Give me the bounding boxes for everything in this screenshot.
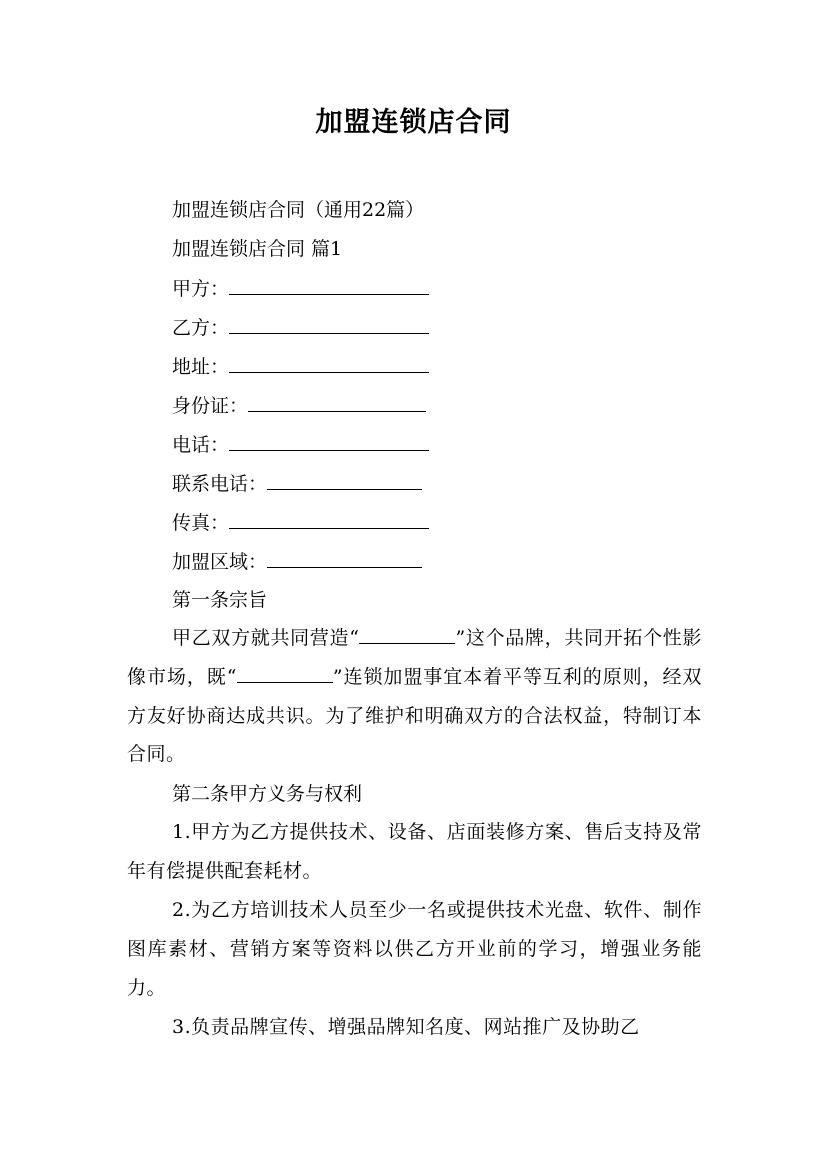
blank-line [229, 430, 429, 451]
field-label: 联系电话： [172, 473, 268, 495]
article1-heading: 第一条宗旨 [172, 589, 268, 611]
field-address [172, 352, 429, 381]
field-label: 加盟区域： [172, 551, 268, 573]
field-party-a [172, 274, 429, 303]
article1-text-part1: 甲乙双方就共同营造“ [172, 627, 360, 649]
article2-item: 1.甲方为乙方提供技术、设备、店面装修方案、售后支持及常年有偿提供配套耗材。 [127, 821, 702, 882]
field-id-card [172, 391, 426, 420]
brand-blank-line [359, 625, 455, 644]
section-heading: 加盟连锁店合同 篇1 [172, 238, 343, 260]
field-region [172, 547, 422, 576]
field-label: 传真： [172, 512, 230, 534]
document-subtitle: 加盟连锁店合同（通用22篇） [172, 199, 425, 221]
field-phone [172, 430, 429, 459]
blank-line [229, 274, 429, 295]
field-contact-phone [172, 469, 422, 498]
blank-line [229, 508, 429, 529]
field-label: 地址： [172, 356, 230, 378]
field-fax [172, 508, 429, 537]
article2-heading: 第二条甲方义务与权利 [172, 783, 363, 805]
field-label: 乙方： [172, 317, 230, 339]
article1-text-part3: ”连锁加盟事宜本着平等互利的原则，经双方友好协商达成共识。为了维护和明确双方的合法权益，特制订本合同。 [127, 665, 702, 766]
brand-blank-line [237, 664, 333, 683]
blank-line [267, 547, 422, 568]
blank-line [248, 391, 426, 412]
article1-text-part2: ”这个品牌，共同开拓个性影像市场，既“ [127, 627, 703, 688]
article1-paragraph [127, 619, 702, 774]
field-party-b [172, 313, 429, 342]
blank-line [229, 313, 429, 334]
blank-line [229, 352, 429, 373]
field-label: 身份证： [172, 395, 249, 417]
document-title: 加盟连锁店合同 [315, 107, 512, 138]
article2-item: 3.负责品牌宣传、增强品牌知名度、网站推广及协助乙 [172, 1016, 640, 1038]
blank-line [267, 469, 422, 490]
field-label: 电话： [172, 434, 230, 456]
article2-item: 2.为乙方培训技术人员至少一名或提供技术光盘、软件、制作图库素材、营销方案等资料以供乙方开业前的学习，增强业务能力。 [127, 899, 702, 999]
field-label: 甲方： [172, 278, 230, 300]
